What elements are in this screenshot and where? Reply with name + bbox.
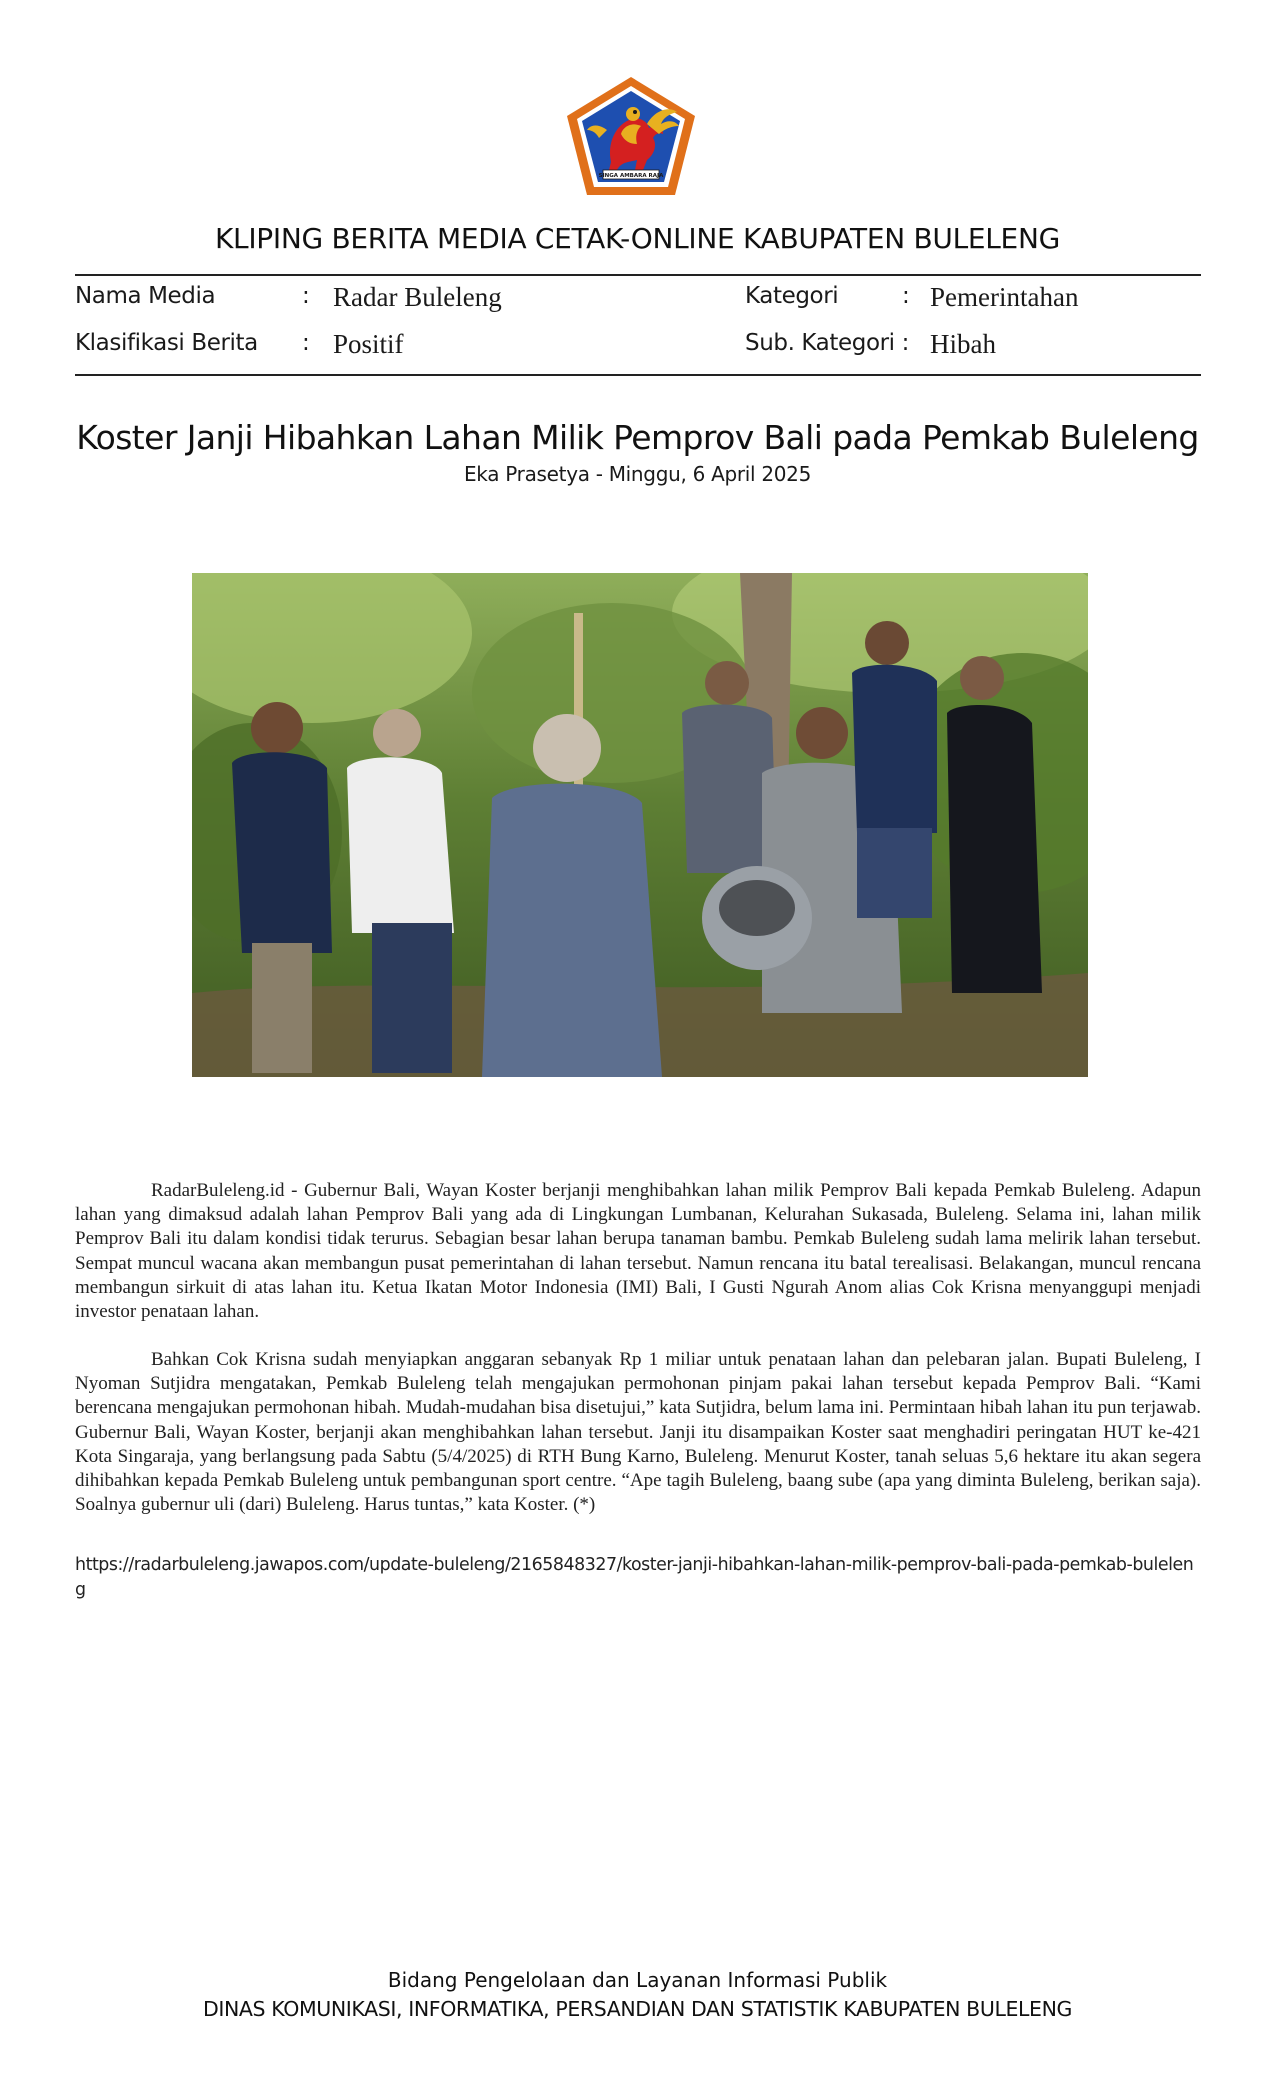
article-title: Koster Janji Hibahkan Lahan Milik Pemprov Bali pada Pemkab Buleleng — [76, 418, 1199, 457]
kategori-value: Pemerintahan — [930, 282, 1079, 312]
article-paragraph-1-text: RadarBuleleng.id - Gubernur Bali, Wayan Koster berjanji menghibahkan lahan milik Pemprov Bali kepada Pemkab Buleleng. Adapun lahan yang dimaksud adalah lahan Pemprov Bali yang ada di Lingkungan Lumbanan, Kelurahan Sukasada, Buleleng. Selama ini, lahan milik Pemprov Bali itu dalam kondisi tidak terurus. Sebagian besar lahan berupa tanaman bambu. Pemkab Buleleng sudah lama melirik lahan tersebut. Sempat muncul wacana akan membangun pusat pemerintahan di lahan tersebut. Namun rencana itu batal terealisasi. Belakangan, muncul rencana membangun sirkuit di atas lahan itu. Ketua Ikatan Motor Indonesia (IMI) Bali, I Gusti Ngurah Anom alias Cok Krisna menyanggupi menjadi investor penataan lahan. — [75, 1180, 1201, 1323]
meta-bottom-rule — [75, 374, 1201, 376]
footer-department: Bidang Pengelolaan dan Layanan Informasi Publik — [387, 1968, 888, 1992]
kategori-label: Kategori — [745, 283, 839, 309]
header-top-rule — [75, 274, 1201, 276]
article-byline: Eka Prasetya - Minggu, 6 April 2025 — [463, 462, 812, 486]
logo-motto: SINGA AMBARA RAJA — [598, 173, 664, 179]
source-link[interactable]: https://radarbuleleng.jawapos.com/update-buleleng/2165848327/koster-janji-hibahkan-lahan-milik-pemprov-bali-pada-pemkab-buleleng — [75, 1555, 1194, 1600]
article-photo — [192, 573, 1088, 1077]
klasifikasi-separator: : — [302, 330, 310, 356]
klasifikasi-label: Klasifikasi Berita — [75, 330, 258, 356]
page-title: KLIPING BERITA MEDIA CETAK-ONLINE KABUPATEN BULELENG — [214, 222, 1060, 255]
subkategori-value: Hibah — [930, 329, 996, 359]
buleleng-coat-of-arms-icon — [563, 74, 699, 200]
footer-agency: DINAS KOMUNIKASI, INFORMATIKA, PERSANDIAN DAN STATISTIK KABUPATEN BULELENG — [202, 1997, 1073, 2021]
media-separator: : — [302, 283, 310, 309]
kategori-separator: : — [902, 283, 910, 309]
article-paragraph-1 — [75, 1179, 1201, 1324]
klasifikasi-value: Positif — [333, 329, 404, 359]
article-paragraph-2 — [75, 1348, 1201, 1517]
media-label: Nama Media — [75, 283, 216, 309]
media-value: Radar Buleleng — [333, 282, 502, 312]
subkategori-label: Sub. Kategori : — [745, 330, 909, 356]
article-paragraph-2-text: Bahkan Cok Krisna sudah menyiapkan anggaran sebanyak Rp 1 miliar untuk penataan lahan dan pelebaran jalan. Bupati Buleleng, I Nyoman Sutjidra mengatakan, Pemkab Buleleng telah mengajukan permohonan pinjam pakai lahan tersebut kepada Pemprov Bali. “Kami berencana mengajukan permohonan hibah. Mudah-mudahan bisa disetujui,” kata Sutjidra, belum lama ini. Permintaan hibah lahan itu pun terjawab. Gubernur Bali, Wayan Koster, berjanji akan menghibahkan lahan tersebut. Janji itu disampaikan Koster saat menghadiri peringatan HUT ke-421 Kota Singaraja, yang berlangsung pada Sabtu (5/4/2025) di RTH Bung Karno, Buleleng. Menurut Koster, tanah seluas 5,6 hektare itu akan segera dihibahkan kepada Pemkab Buleleng untuk pembangunan sport centre. “Ape tagih Buleleng, baang sube (apa yang diminta Buleleng, berikan saja). Soalnya gubernur uli (dari) Buleleng. Harus tuntas,” kata Koster. (*) — [75, 1349, 1201, 1516]
